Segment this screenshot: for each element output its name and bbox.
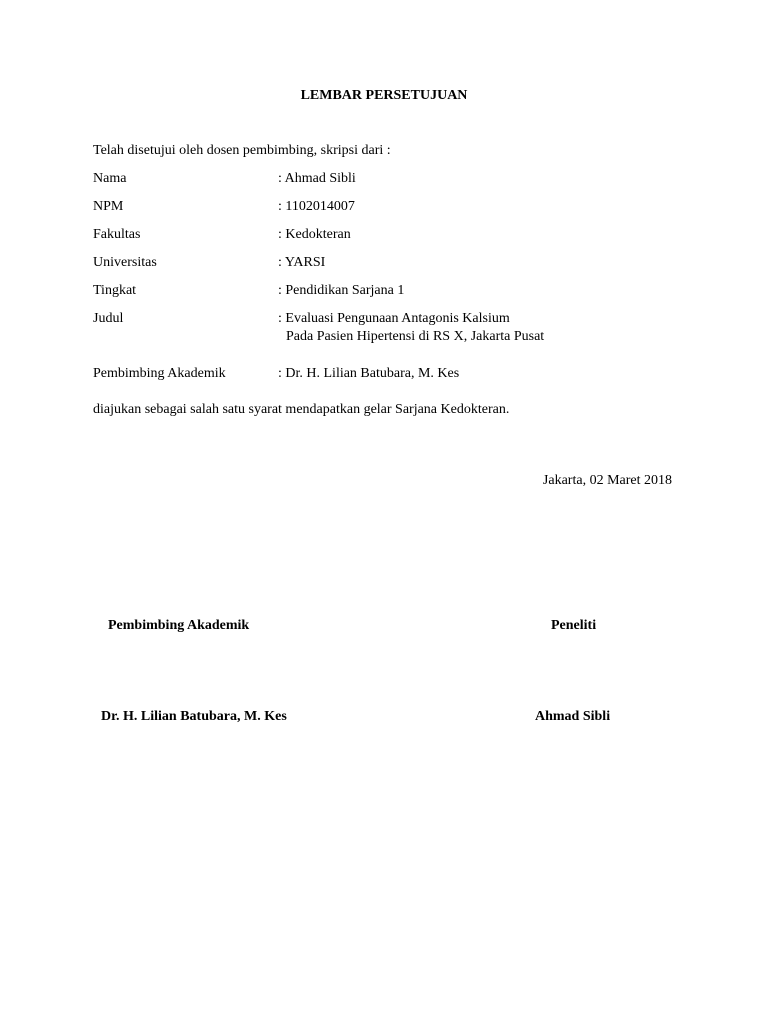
field-label-judul: Judul xyxy=(93,311,124,326)
statement-text: diajukan sebagai salah satu syarat mendapatkan gelar Sarjana Kedokteran. xyxy=(93,402,510,417)
place-date: Jakarta, 02 Maret 2018 xyxy=(542,473,672,488)
field-value-npm: : 1102014007 xyxy=(278,199,355,214)
field-value-judul: : Evaluasi Pengunaan Antagonis Kalsium xyxy=(278,311,510,326)
field-value-judul-continuation: Pada Pasien Hipertensi di RS X, Jakarta Pusat xyxy=(286,329,545,344)
field-label-universitas: Universitas xyxy=(93,255,157,270)
field-label-nama: Nama xyxy=(93,171,127,186)
signature-name-advisor: Dr. H. Lilian Batubara, M. Kes xyxy=(101,709,287,724)
field-value-tingkat: : Pendidikan Sarjana 1 xyxy=(278,283,405,298)
signature-role-advisor: Pembimbing Akademik xyxy=(108,618,250,633)
field-label-npm: NPM xyxy=(93,199,124,214)
field-value-fakultas: : Kedokteran xyxy=(278,227,351,242)
intro-text: Telah disetujui oleh dosen pembimbing, skripsi dari : xyxy=(93,143,391,158)
field-value-universitas: : YARSI xyxy=(278,255,326,270)
signature-role-researcher: Peneliti xyxy=(551,618,597,633)
field-value-nama: : Ahmad Sibli xyxy=(278,171,356,186)
field-value-pembimbing: : Dr. H. Lilian Batubara, M. Kes xyxy=(278,366,460,381)
field-label-tingkat: Tingkat xyxy=(93,283,137,298)
signature-name-researcher: Ahmad Sibli xyxy=(535,709,611,724)
field-label-fakultas: Fakultas xyxy=(93,227,141,242)
field-label-pembimbing: Pembimbing Akademik xyxy=(93,366,226,381)
document-title: LEMBAR PERSETUJUAN xyxy=(300,88,468,103)
